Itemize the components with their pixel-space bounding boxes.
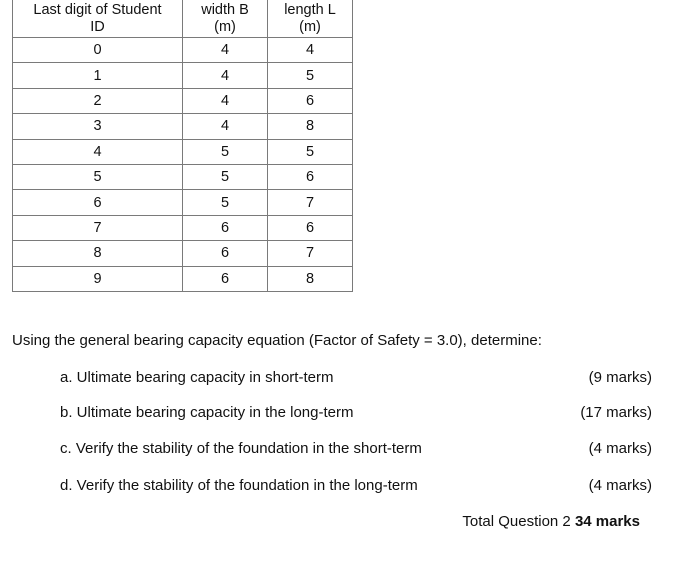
cell-length-l: 8 [268, 114, 353, 139]
table-row [13, 38, 353, 63]
cell-width-b: 6 [183, 215, 268, 240]
question-item-d: d. Verify the stability of the foundation in the long-term [60, 477, 418, 494]
cell-student-id: 6 [13, 190, 183, 215]
cell-width-b: 4 [183, 38, 268, 63]
total-label: Total Question 2 [462, 513, 571, 530]
header-student-id-line1: Last digit of Student [33, 2, 162, 18]
header-student-id [13, 0, 183, 38]
cell-length-l: 7 [268, 190, 353, 215]
question-item-b-marks: (17 marks) [580, 404, 652, 421]
table-row [13, 114, 353, 139]
table-row [13, 63, 353, 88]
cell-length-l: 7 [268, 241, 353, 266]
cell-width-b: 4 [183, 114, 268, 139]
cell-width-b: 6 [183, 266, 268, 291]
header-student-id-line2: ID [90, 19, 105, 35]
question-item-a: a. Ultimate bearing capacity in short-term [60, 369, 334, 386]
header-width-b-line1: width B [201, 2, 249, 18]
question-item-a-marks: (9 marks) [588, 369, 652, 386]
cell-width-b: 5 [183, 139, 268, 164]
cell-length-l: 4 [268, 38, 353, 63]
table-row [13, 88, 353, 113]
table-row [13, 190, 353, 215]
header-length-l-line1: length L [284, 2, 336, 18]
cell-length-l: 6 [268, 88, 353, 113]
cell-student-id: 3 [13, 114, 183, 139]
table-row [13, 139, 353, 164]
cell-width-b: 6 [183, 241, 268, 266]
question-item-c: c. Verify the stability of the foundation in the short-term [60, 440, 422, 457]
table-row [13, 215, 353, 240]
cell-length-l: 5 [268, 139, 353, 164]
cell-length-l: 8 [268, 266, 353, 291]
question-intro: Using the general bearing capacity equation (Factor of Safety = 3.0), determine: [12, 332, 542, 349]
cell-student-id: 9 [13, 266, 183, 291]
cell-student-id: 0 [13, 38, 183, 63]
cell-student-id: 7 [13, 215, 183, 240]
cell-width-b: 5 [183, 190, 268, 215]
header-width-b-line2: (m) [214, 19, 236, 35]
dimensions-table-container [12, 0, 353, 292]
total-marks-line [462, 513, 640, 530]
question-item-c-marks: (4 marks) [588, 440, 652, 457]
cell-student-id: 2 [13, 88, 183, 113]
header-width-b [183, 0, 268, 38]
cell-length-l: 5 [268, 63, 353, 88]
cell-student-id: 4 [13, 139, 183, 164]
cell-student-id: 8 [13, 241, 183, 266]
cell-width-b: 4 [183, 88, 268, 113]
table-row [13, 164, 353, 189]
table-row [13, 241, 353, 266]
question-item-b: b. Ultimate bearing capacity in the long-term [60, 404, 354, 421]
cell-length-l: 6 [268, 215, 353, 240]
question-item-d-marks: (4 marks) [588, 477, 652, 494]
cell-width-b: 5 [183, 164, 268, 189]
cell-width-b: 4 [183, 63, 268, 88]
cell-student-id: 1 [13, 63, 183, 88]
dimensions-table [12, 0, 353, 292]
header-length-l-line2: (m) [299, 19, 321, 35]
cell-length-l: 6 [268, 164, 353, 189]
table-row [13, 266, 353, 291]
header-length-l [268, 0, 353, 38]
cell-student-id: 5 [13, 164, 183, 189]
total-value: 34 marks [574, 513, 640, 530]
table-header-row [13, 0, 353, 38]
